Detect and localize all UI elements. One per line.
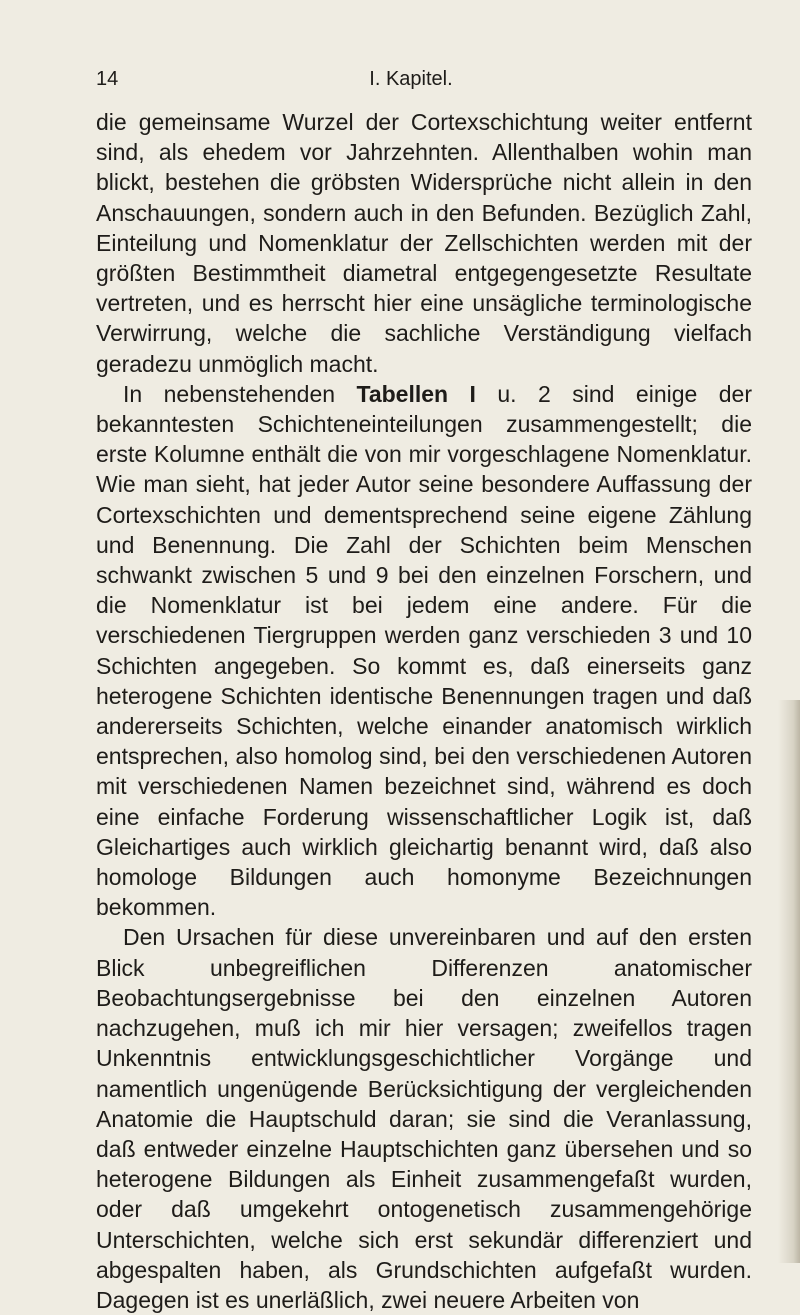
table-reference: Tabellen I (356, 380, 476, 407)
paragraph-1: die gemeinsame Wurzel der Cortexschichtung weiter entfernt sind, als ehedem vor Jahrzehnten. Allenthalben wohin man blickt, bestehen die gröbsten Widersprüche nicht allein in den Anschauungen, sondern auch in den Befunden. Bezüglich Zahl, Einteilung und Nomenklatur der Zellschichten werden mit der größten Bestimmtheit diametral entgegengesetzte Resultate vertreten, und es herrscht hier eine unsägliche terminologische Verwirrung, welche die sachliche Verständigung vielfach geradezu unmöglich macht. (96, 109, 752, 377)
page-header (96, 68, 726, 98)
page-number: 14 (96, 68, 119, 90)
page-edge-shadow (778, 700, 800, 1263)
body-text (96, 107, 752, 1315)
paragraph-2 (96, 379, 752, 923)
paragraph-2-rest: u. 2 sind einige der bekanntesten Schichteneinteilungen zusammengestellt; die erste Kolumne enthält die von mir vorgeschlagene Nomenklatur. Wie man sieht, hat jeder Autor seine besondere Auffassung der Cortexschichten und dementsprechend seine eigene Zählung und Benennung. Die Zahl der Schichten beim Menschen schwankt zwischen 5 und 9 bei den einzelnen Forschern, und die Nomenklatur ist bei jedem eine andere. Für die verschiedenen Tiergruppen werden ganz verschieden 3 und 10 Schichten angegeben. So kommt es, daß einerseits ganz heterogene Schichten identische Benennungen tragen und daß andererseits Schichten, welche einander anatomisch wirklich entsprechen, also homolog sind, bei den verschiedenen Autoren mit verschiedenen Namen bezeichnet sind, während es doch eine einfache Forderung wissenschaftlicher Logik ist, daß Gleichartiges auch wirklich gleichartig benannt wird, daß also homologe Bildungen auch homonyme Bezeichnungen bekommen. (96, 380, 752, 921)
running-head: I. Kapitel. (369, 68, 453, 90)
paragraph-3: Den Ursachen für diese unvereinbaren und auf den ersten Blick unbegreiflichen Differenzen anatomischer Beobachtungsergebnisse bei den einzelnen Autoren nachzugehen, muß ich mir hier versagen; zweifellos tragen Unkenntnis entwicklungsgeschichtlicher Vorgänge und namentlich ungenügende Berücksichtigung der vergleichenden Anatomie die Hauptschuld daran; sie sind die Veranlassung, daß entweder einzelne Hauptschichten ganz übersehen und so heterogene Bildungen als Einheit zusammengefaßt wurden, oder daß umgekehrt ontogenetisch zusammengehörige Unterschichten, welche sich erst sekundär differenziert und abgespalten haben, als Grundschichten aufgefaßt wurden. Dagegen ist es unerläßlich, zwei neuere Arbeiten von (96, 924, 752, 1313)
paragraph-2-start: In nebenstehenden (123, 380, 357, 407)
